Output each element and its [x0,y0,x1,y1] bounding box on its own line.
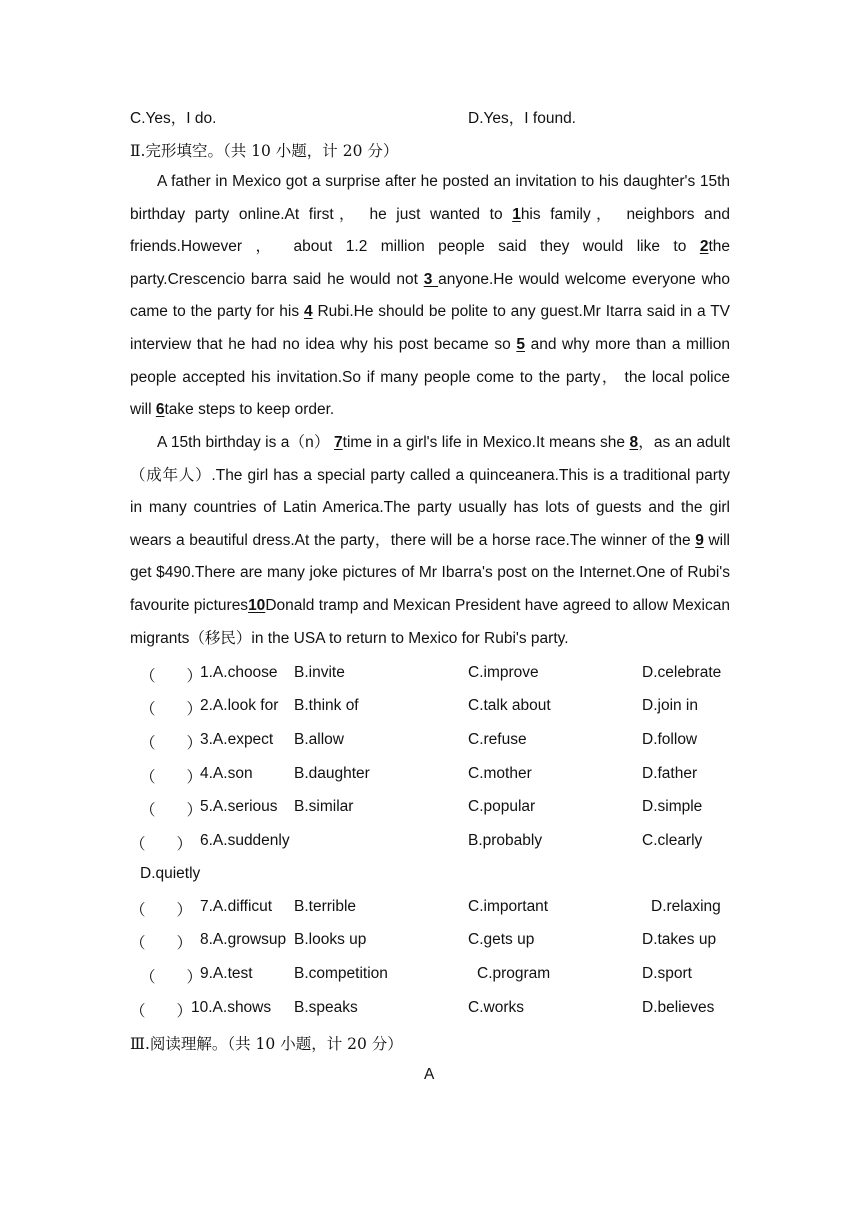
blank-9: 9 [695,531,704,549]
blank-8: 8 [629,434,639,451]
option-b: B.invite [294,664,345,681]
option-b: B.similar [294,798,354,815]
option-a: 6.A.suddenly [200,832,290,849]
section-heading-reading: Ⅲ.阅读理解。（共 10 小题，计 20 分） [130,1035,403,1053]
passage-paragraph-1 [130,166,730,427]
option-d: D.celebrate [642,664,722,681]
option-d: D.simple [642,798,703,815]
passage-text: and why more than a million people accepted his invitation.So if many people come to the party， the local police will [130,335,730,419]
blank-10: 10 [248,596,266,614]
blank-6: 6 [155,401,165,419]
option-d: D.quietly [140,865,201,882]
option-b: B.allow [294,731,344,748]
option-c: C.gets up [468,931,535,948]
passage-paragraph-2 [130,427,730,655]
option-c: C.mother [468,765,532,782]
option-a: 8.A.growsup [200,931,287,948]
passage-text: the party.Crescencio barra said he would not [130,238,730,288]
passage-text: time in a girl's life in Mexico.It means she [342,434,630,451]
option-c: C.refuse [468,731,527,748]
option-b: B.looks up [294,931,367,948]
answer-paren[interactable]: （ ） [130,934,193,952]
option-d: D.join in [642,697,698,714]
option-c: C.important [468,898,549,915]
option-c: C.talk about [468,697,551,714]
blank-3: 3 [423,270,439,288]
option-a: 1.A.choose [200,664,278,681]
option-a: 5.A.serious [200,798,278,815]
option-c: C.improve [468,664,539,681]
blank-4: 4 [303,303,313,321]
option-a: 9.A.test [200,965,253,982]
answer-paren[interactable]: （ ） [140,968,203,986]
passage-text: A 15th birthday is a（n） [157,434,335,451]
passage-text: anyone.He would welcome everyone who came to the party for his [130,270,731,321]
option-c: C.popular [468,798,536,815]
answer-paren[interactable]: （ ） [140,801,203,819]
option-a: 4.A.son [200,765,253,782]
option-c: C.clearly [642,832,703,849]
option-b: B.daughter [294,765,370,782]
passage-text: Donald tramp and Mexican President have agreed to allow Mexican migrants（移民）in the USA to return to Mexico for Rubi's party. [130,596,730,647]
blank-7: 7 [334,434,343,451]
option-a: 2.A.look for [200,697,279,714]
passage-text: Rubi.He should be polite to any guest.Mr Itarra said in a TV interview that he had no idea why his post became so [130,303,730,353]
answer-paren[interactable]: （ ） [140,768,203,786]
answer-paren[interactable]: （ ） [140,700,203,718]
answer-paren[interactable]: （ ） [130,1002,193,1020]
passage-text: his family， neighbors and friends.However ， about 1.2 million people said they would like to [130,205,730,256]
passage-text: A father in Mexico got a surprise after he posted an invitation to his daughter's 15th birthday party online.At first， he just wanted to [130,173,730,223]
option-d: D.believes [642,999,715,1016]
option-a: 10.A.shows [191,999,272,1016]
answer-paren[interactable]: （ ） [130,835,193,853]
blank-1: 1 [512,205,521,223]
option-b: B.competition [294,965,388,982]
option-d: D.follow [642,731,698,748]
option-c-prev: C.Yes，I do. [130,110,217,127]
blank-2: 2 [699,238,709,256]
option-b: B.speaks [294,999,358,1016]
option-b: B.terrible [294,898,357,915]
blank-5: 5 [516,335,525,353]
option-a: 3.A.expect [200,731,274,748]
passage-text: take steps to keep order. [164,401,335,419]
option-d-prev: D.Yes，I found. [468,110,576,127]
option-b: B.probably [468,832,543,849]
passage-text: will get $490.There are many joke pictures of Mr Ibarra's post on the Internet.One of Rubi's favourite pictures [130,531,730,614]
option-c: C.works [468,999,524,1016]
option-a: 7.A.difficut [200,898,273,915]
section-heading-cloze: Ⅱ.完形填空。（共 10 小题，计 20 分） [130,142,399,160]
option-b: B.think of [294,697,359,714]
passage-label: A [424,1066,435,1083]
option-d: D.father [642,765,698,782]
option-d: D.sport [642,965,692,982]
option-d: D.takes up [642,931,717,948]
answer-paren[interactable]: （ ） [130,901,193,919]
option-d: D.relaxing [651,898,721,915]
answer-paren[interactable]: （ ） [140,667,203,685]
option-c: C.program [477,965,551,982]
passage-text: ，as an adult（成年人）.The girl has a special party called a quinceanera.This is a traditional party in many countries of Latin America.The party usually has lots of guests and the girl wears a beautiful dress.At the party，there will be a horse race.The winner of the [130,434,730,549]
answer-paren[interactable]: （ ） [140,734,203,752]
